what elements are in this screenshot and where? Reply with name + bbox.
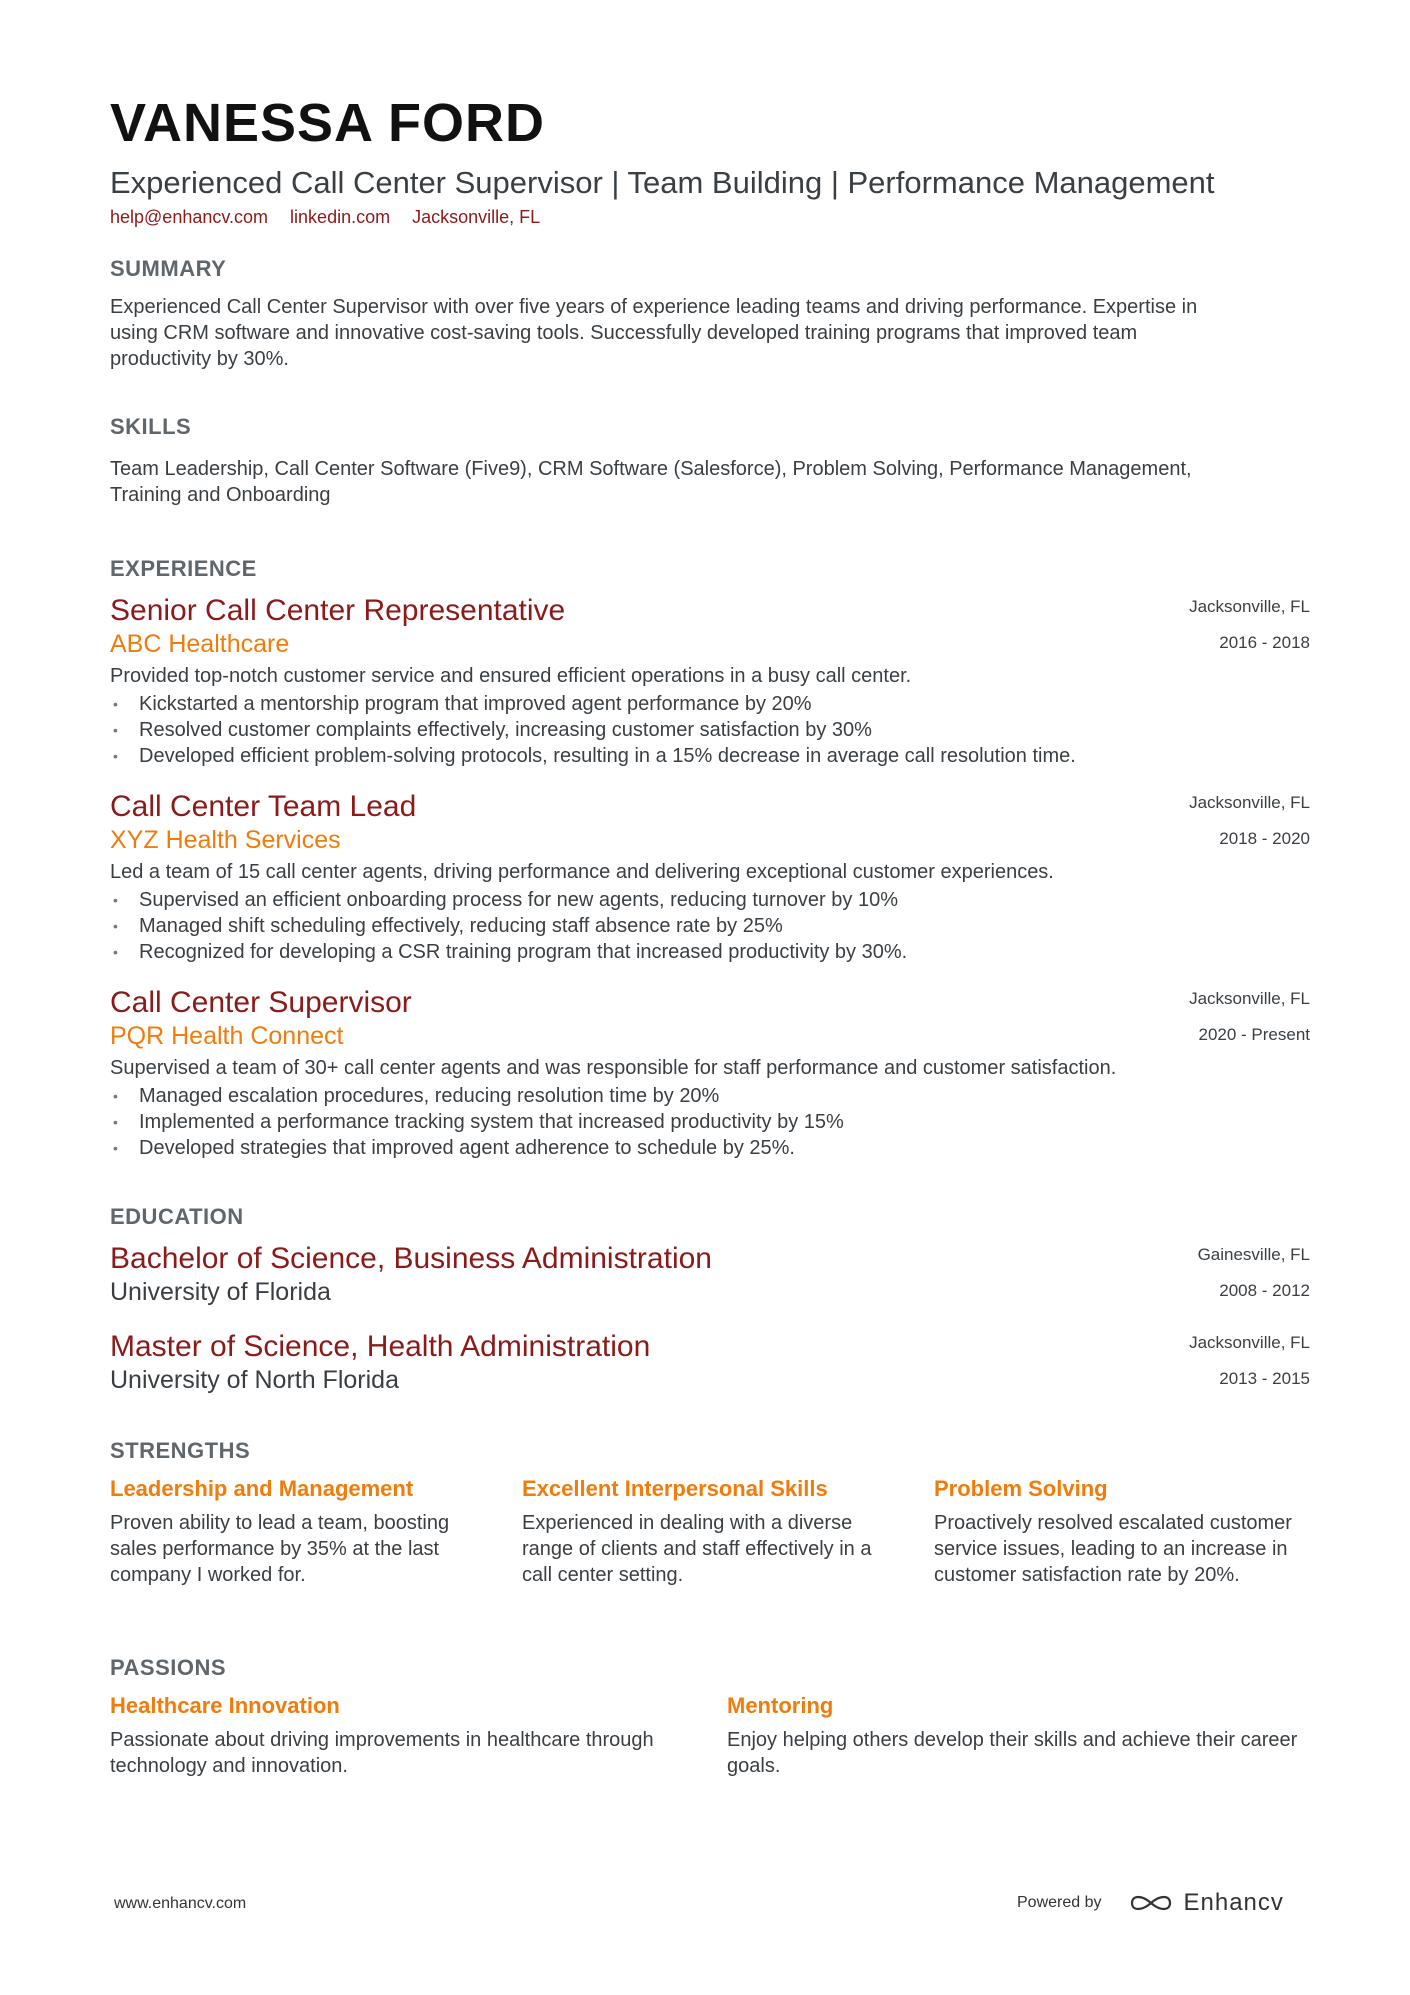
education-location: Gainesville, FL (1197, 1245, 1310, 1264)
brand-name: Enhancv (1183, 1889, 1284, 1916)
summary-text: Experienced Call Center Supervisor with over five years of experience leading teams and driving performance. Expertise in using CRM software and innovative cost-saving tools. Successfully developed training programs that improved team productivity by 30%. (110, 296, 1198, 370)
resume-page (110, 93, 1310, 1777)
education-section (110, 1204, 1310, 1230)
job-location: Jacksonville, FL (1189, 597, 1310, 616)
experience-entry (110, 596, 1310, 769)
contact-location: Jacksonville, FL (412, 207, 541, 228)
strength-title: Leadership and Management (110, 1476, 414, 1501)
bullet-icon: • (113, 1088, 118, 1104)
enhancv-logo-icon (1128, 1891, 1174, 1915)
job-dates: 2018 - 2020 (1219, 829, 1310, 848)
job-dates: 2016 - 2018 (1219, 633, 1310, 652)
strength-title: Problem Solving (934, 1476, 1108, 1501)
job-title: Call Center Supervisor (110, 986, 412, 1019)
school-name: University of North Florida (110, 1366, 399, 1394)
job-meta (1189, 596, 1310, 668)
achievement-item: • Supervised an efficient onboarding process for new agents, reducing turnover by 10% (113, 889, 898, 911)
experience-entry (110, 988, 1310, 1161)
degree-title: Master of Science, Health Administration (110, 1330, 651, 1363)
achievement-item: • Implemented a performance tracking system that increased productivity by 15% (113, 1111, 844, 1133)
skills-text: Team Leadership, Call Center Software (Five9), CRM Software (Salesforce), Problem Solving, Performance Management, Training and Onboarding (110, 458, 1192, 506)
bullet-icon: • (113, 1114, 118, 1130)
contact-linkedin[interactable]: linkedin.com (290, 207, 391, 228)
job-description: Led a team of 15 call center agents, driving performance and delivering exceptional customer experiences. (110, 861, 1054, 883)
bullet-icon: • (113, 696, 118, 712)
strength-title: Excellent Interpersonal Skills (522, 1476, 828, 1501)
contact-email[interactable]: help@enhancv.com (110, 207, 269, 228)
achievement-item: • Kickstarted a mentorship program that improved agent performance by 20% (113, 693, 812, 715)
passion-text: Enjoy helping others develop their skills and achieve their career goals. (727, 1729, 1298, 1777)
candidate-headline: Experienced Call Center Supervisor | Team Building | Performance Management (110, 165, 1215, 200)
education-entry (110, 1244, 1310, 1305)
footer-branding (1017, 1885, 1284, 1921)
job-description: Provided top-notch customer service and ensured efficient operations in a busy call center. (110, 665, 912, 687)
strengths-title: STRENGTHS (110, 1438, 251, 1463)
achievement-item: • Recognized for developing a CSR training program that increased productivity by 30%. (113, 941, 908, 963)
passions-title: PASSIONS (110, 1655, 227, 1680)
experience-title: EXPERIENCE (110, 556, 257, 581)
education-dates: 2008 - 2012 (1219, 1281, 1310, 1300)
passions-section (110, 1655, 1310, 1681)
strength-text: Proven ability to lead a team, boosting sales performance by 35% at the last company I worked for. (110, 1512, 450, 1586)
strength-text: Experienced in dealing with a diverse range of clients and staff effectively in a call center setting. (522, 1512, 872, 1586)
achievement-list (110, 691, 1310, 769)
education-title: EDUCATION (110, 1204, 244, 1229)
achievement-item: • Resolved customer complaints effectively, increasing customer satisfaction by 30% (113, 719, 872, 741)
school-name: University of Florida (110, 1278, 331, 1306)
skills-section (110, 414, 1310, 508)
education-entry (110, 1332, 1310, 1393)
degree-title: Bachelor of Science, Business Administration (110, 1242, 712, 1275)
job-location: Jacksonville, FL (1189, 793, 1310, 812)
job-dates: 2020 - Present (1198, 1025, 1310, 1044)
strength-text: Proactively resolved escalated customer service issues, leading to an increase in customer satisfaction rate by 20%. (934, 1512, 1292, 1586)
job-title: Senior Call Center Representative (110, 594, 566, 627)
footer-website[interactable]: www.enhancv.com (114, 1895, 247, 1912)
job-meta (1189, 792, 1310, 864)
company-name: PQR Health Connect (110, 1022, 344, 1050)
education-meta (1198, 1244, 1310, 1316)
bullet-icon: • (113, 722, 118, 738)
bullet-icon: • (113, 918, 118, 934)
passion-title: Healthcare Innovation (110, 1693, 340, 1718)
strength-item (934, 1478, 1314, 1588)
passion-item (727, 1695, 1310, 1779)
achievement-item: • Developed efficient problem-solving protocols, resulting in a 15% decrease in average call resolution time. (113, 745, 1076, 767)
job-meta (1189, 988, 1310, 1060)
job-description: Supervised a team of 30+ call center agents and was responsible for staff performance and customer satisfaction. (110, 1057, 1117, 1079)
experience-section (110, 556, 1310, 582)
candidate-name: VANESSA FORD (110, 93, 546, 153)
contact-list (110, 207, 1310, 228)
summary-section (110, 256, 1310, 372)
passion-item (110, 1695, 690, 1779)
achievement-list (110, 887, 1310, 965)
strength-item (110, 1478, 490, 1588)
education-location: Jacksonville, FL (1189, 1333, 1310, 1352)
passion-text: Passionate about driving improvements in healthcare through technology and innovation. (110, 1729, 654, 1777)
passion-title: Mentoring (727, 1693, 834, 1718)
job-location: Jacksonville, FL (1189, 989, 1310, 1008)
achievement-list (110, 1083, 1310, 1161)
bullet-icon: • (113, 944, 118, 960)
company-name: ABC Healthcare (110, 630, 290, 658)
strengths-section (110, 1438, 1310, 1464)
achievement-item: • Managed shift scheduling effectively, reducing staff absence rate by 25% (113, 915, 783, 937)
powered-by-label: Powered by (1017, 1894, 1102, 1911)
company-name: XYZ Health Services (110, 826, 341, 854)
achievement-item: • Developed strategies that improved agent adherence to schedule by 25%. (113, 1137, 795, 1159)
skills-title: SKILLS (110, 414, 192, 439)
experience-entry (110, 792, 1310, 965)
education-meta (1189, 1332, 1310, 1404)
bullet-icon: • (113, 748, 118, 764)
strength-item (522, 1478, 902, 1588)
achievement-item: • Managed escalation procedures, reducing resolution time by 20% (113, 1085, 720, 1107)
bullet-icon: • (113, 892, 118, 908)
job-title: Call Center Team Lead (110, 790, 417, 823)
bullet-icon: • (113, 1140, 118, 1156)
education-dates: 2013 - 2015 (1219, 1369, 1310, 1388)
summary-title: SUMMARY (110, 256, 227, 281)
